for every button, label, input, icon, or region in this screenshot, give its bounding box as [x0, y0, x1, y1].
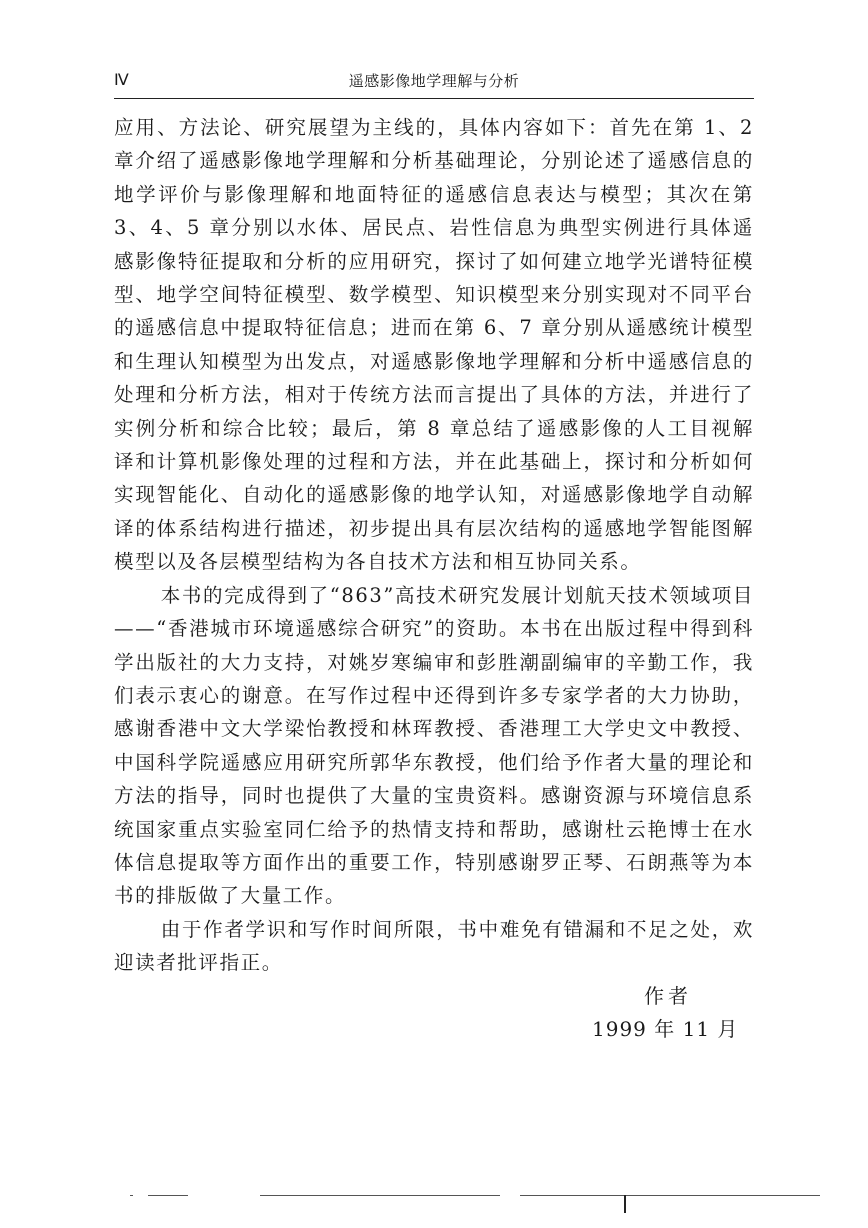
- running-title: 遥感影像地学理解与分析: [348, 72, 520, 90]
- signature-block: [114, 980, 754, 1050]
- signature-author: 作者: [644, 984, 692, 1008]
- header-rule: [114, 98, 754, 99]
- body-text: [114, 111, 754, 980]
- paragraph-continued: 应用、方法论、研究展望为主线的，具体内容如下：首先在第 1、2 章介绍了遥感影像地学理解和分析基础理论，分别论述了遥感信息的地学评价与影像理解和地面特征的遥感信息表达与模型；其次在第 3、4、5 章分别以水体、居民点、岩性信息为典型实例进行具体遥感影像特征提取和分析的应用研究，探讨了如何建立地学光谱特征模型、地学空间特征模型、数学模型、知识模型来分别实现对不同平台的遥感信息中提取特征信息；进而在第 6、7 章分别从遥感统计模型和生理认知模型为出发点，对遥感影像地学理解和分析中遥感信息的处理和分析方法，相对于传统方法而言提出了具体的方法，并进行了实例分析和综合比较；最后，第 8 章总结了遥感影像的人工目视解译和计算机影像处理的过程和方法，并在此基础上，探讨和分析如何实现智能化、自动化的遥感影像的地学认知，对遥感影像地学自动解译的体系结构进行描述，初步提出具有层次结构的遥感地学智能图解模型以及各层模型结构为各自技术方法和相互协同关系。: [114, 116, 754, 574]
- paragraph-closing: 由于作者学识和写作时间所限，书中难免有错漏和不足之处，欢迎读者批评指正。: [114, 917, 754, 975]
- signature-date: 1999 年 11 月: [592, 1017, 739, 1041]
- page-number: Ⅳ: [114, 72, 129, 89]
- scan-tick-mark: [624, 1195, 626, 1213]
- paragraph-acknowledgements: 本书的完成得到了“863”高技术研究发展计划航天技术领域项目——“香港城市环境遥感综合研究”的资助。本书在出版过程中得到科学出版社的大力支持，对姚岁寒编审和彭胜潮副编审的辛勤工作，我们表示衷心的谢意。在写作过程中还得到许多专家学者的大力协助，感谢香港中文大学梁怡教授和林珲教授、香港理工大学史文中教授、中国科学院遥感应用研究所郭华东教授，他们给予作者大量的理论和方法的指导，同时也提供了大量的宝贵资料。感谢资源与环境信息系统国家重点实验室同仁给予的热情支持和帮助，感谢杜云艳博士在水体信息提取等方面作出的重要工作，特别感谢罗正琴、石朗燕等为本书的排版做了大量工作。: [114, 583, 754, 908]
- page-header: [114, 70, 754, 96]
- scan-edge-marks: [130, 1195, 840, 1215]
